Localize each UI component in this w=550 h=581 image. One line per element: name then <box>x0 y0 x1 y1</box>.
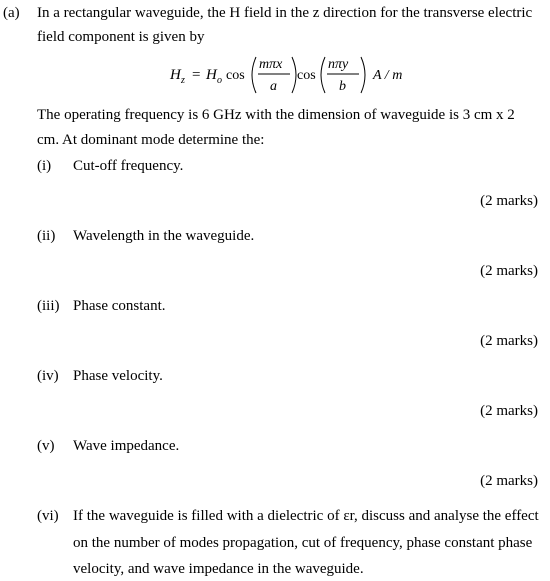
part-vi-line-1: If the waveguide is filled with a dielectric of εr, discuss and analyse the effect <box>73 508 539 524</box>
part-i-marks: (2 marks) <box>480 193 538 209</box>
eq-cos-2: cos <box>297 68 316 83</box>
eq-cos-1: cos <box>226 68 245 83</box>
part-iv-label: (iv) <box>37 368 59 384</box>
part-iv-marks: (2 marks) <box>480 403 538 419</box>
eq-num-1: mπx <box>259 57 283 72</box>
part-i-text: Cut-off frequency. <box>73 158 184 174</box>
part-iii-label: (iii) <box>37 298 60 314</box>
part-vi-line-2: on the number of modes propagation, cut of frequency, phase constant phase <box>73 535 533 551</box>
eq-equals: = <box>192 67 201 83</box>
intro-line-1: In a rectangular waveguide, the H field in the z direction for the transverse electric <box>37 5 533 21</box>
part-v-label: (v) <box>37 438 55 454</box>
left-paren-1 <box>252 57 256 93</box>
right-paren-1 <box>292 57 296 93</box>
right-paren-2 <box>361 57 365 93</box>
field-equation <box>170 52 410 98</box>
question-label: (a) <box>3 5 20 21</box>
eq-unit: A / m <box>373 68 403 83</box>
eq-lhs-sub: z <box>181 75 185 86</box>
part-ii-label: (ii) <box>37 228 56 244</box>
part-vi-line-3: velocity, and wave impedance in the waveguide. <box>73 561 364 577</box>
para-line-1: The operating frequency is 6 GHz with the dimension of waveguide is 3 cm x 2 <box>37 107 515 123</box>
part-ii-text: Wavelength in the waveguide. <box>73 228 255 244</box>
eq-den-2: b <box>339 79 346 94</box>
part-i-label: (i) <box>37 158 52 174</box>
part-v-marks: (2 marks) <box>480 473 538 489</box>
eq-amp: H <box>206 67 217 83</box>
eq-num-2: nπy <box>328 57 349 72</box>
para-line-2: cm. At dominant mode determine the: <box>37 132 265 148</box>
eq-amp-sub: o <box>217 75 222 86</box>
part-iv-text: Phase velocity. <box>73 368 163 384</box>
eq-lhs: H <box>170 67 181 83</box>
eq-den-1: a <box>270 79 277 94</box>
part-vi-label: (vi) <box>37 508 59 524</box>
part-v-text: Wave impedance. <box>73 438 180 454</box>
part-iii-text: Phase constant. <box>73 298 166 314</box>
intro-line-2: field component is given by <box>37 29 205 45</box>
left-paren-2 <box>321 57 325 93</box>
part-iii-marks: (2 marks) <box>480 333 538 349</box>
part-ii-marks: (2 marks) <box>480 263 538 279</box>
